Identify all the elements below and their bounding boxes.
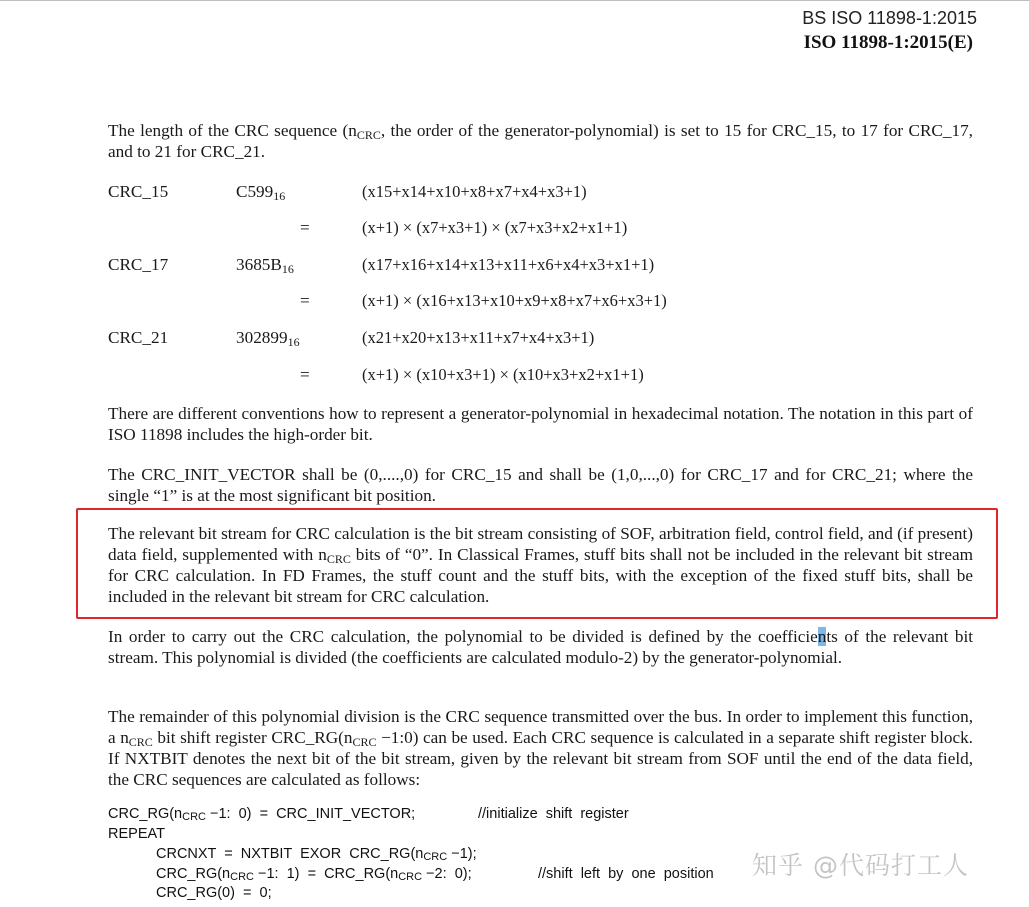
polynomial-division-paragraph: In order to carry out the CRC calculation, the polynomial to be divided is defined by the coefficients of the relevant bit stream. This polynomial is divided (the coefficients are calculated modulo-2) by the generator-polynomial.: [108, 627, 973, 667]
crc-length-paragraph: The length of the CRC sequence ($n_{CRC}$, the order of the generator-polynomial) is set to 15 for CRC_15, to 17 for CRC_17, and to 21 for CRC_21.: [108, 121, 973, 161]
poly-name: CRC_17: [108, 255, 169, 274]
standard-id-bs: BS ISO 11898-1:2015: [802, 8, 977, 28]
code-line-reset: CRC_RG(0) = 0;: [156, 885, 272, 901]
init-vector-paragraph: The CRC_INIT_VECTOR shall be (0,....,0) for CRC_15 and shall be (1,0,...,0) for CRC_17 and for CRC_21; where the single “1” is at the most significant bit position.: [108, 465, 973, 505]
poly-name: CRC_15: [108, 182, 169, 201]
poly-factorization: (x+1) × (x10+x3+1) × (x10+x3+x2+x1+1): [362, 365, 644, 384]
poly-expression: (x17+x16+x14+x13+x11+x6+x4+x3+x1+1): [362, 255, 655, 274]
code-line-repeat: REPEAT: [108, 826, 165, 842]
code-comment-init: //initialize shift register: [478, 806, 629, 822]
poly-factor-row-crc21: [108, 365, 973, 389]
watermark: 知乎 @代码打工人: [752, 851, 969, 880]
text-cursor-selection[interactable]: n: [817, 627, 827, 646]
poly-factor-row-crc17: [108, 291, 973, 315]
poly-name: CRC_21: [108, 328, 169, 347]
equals-sign: =: [300, 291, 310, 310]
code-line-shift: $CRC\_RG(n_{CRC} -1$: $1) = CRC\_RG(n_{CRC} -2$: 0);: [156, 866, 472, 883]
poly-expression: (x15+x14+x10+x8+x7+x4+x3+1): [362, 182, 587, 201]
poly-factorization: (x+1) × (x16+x13+x10+x9+x8+x7+x6+x3+1): [362, 291, 667, 310]
poly-hex: $C599_{16}$: [236, 182, 286, 203]
poly-factorization: (x+1) × (x7+x3+1) × (x7+x3+x2+x1+1): [362, 218, 628, 237]
poly-hex: $3685B_{16}$: [236, 255, 294, 276]
poly-row-crc17: [108, 255, 973, 279]
poly-factor-row-crc15: [108, 218, 973, 242]
poly-hex: $302899_{16}$: [236, 328, 300, 349]
equals-sign: =: [300, 365, 310, 384]
equals-sign: =: [300, 218, 310, 237]
poly-row-crc15: [108, 182, 973, 206]
code-line-init: $CRC\_RG(n_{CRC} -1$: 0) = CRC_INIT_VECTOR;: [108, 806, 416, 823]
standard-id-iso: ISO 11898-1:2015(E): [803, 32, 973, 53]
relevant-bitstream-paragraph: The relevant bit stream for CRC calculation is the bit stream consisting of SOF, arbitration field, control field, and (if present) data field, supplemented with $n_{CRC}$ bits of “0”. In Classical Frames, stuff bits shall not be included in the relevant bit stream for CRC calculation. In FD Frames, the stuff count and the stuff bits, with the exception of the fixed stuff bits, shall be included in the relevant bit stream for CRC calculation.: [108, 524, 973, 606]
top-rule: [0, 0, 1029, 1]
code-line-crcnxt: CRCNXT = NXTBIT EXOR $CRC\_RG(n_{CRC} -1)$;: [156, 846, 477, 863]
hex-notation-paragraph: There are different conventions how to represent a generator-polynomial in hexadecimal notation. The notation in this part of ISO 11898 includes the high-order bit.: [108, 404, 973, 444]
poly-row-crc21: [108, 328, 973, 352]
code-comment-shift: //shift left by one position: [538, 866, 714, 882]
remainder-paragraph: The remainder of this polynomial division is the CRC sequence transmitted over the bus. In order to implement this function, a $n_{CRC}$ bit shift register $CRC\_RG(n_{CRC}$ −1:0) can be used. Each CRC sequence is calculated in a separate shift register block. If NXTBIT denotes the next bit of the bit stream, given by the relevant bit stream from SOF until the end of the data field, the CRC sequences are calculated as follows:: [108, 707, 973, 789]
poly-expression: (x21+x20+x13+x11+x7+x4+x3+1): [362, 328, 595, 347]
